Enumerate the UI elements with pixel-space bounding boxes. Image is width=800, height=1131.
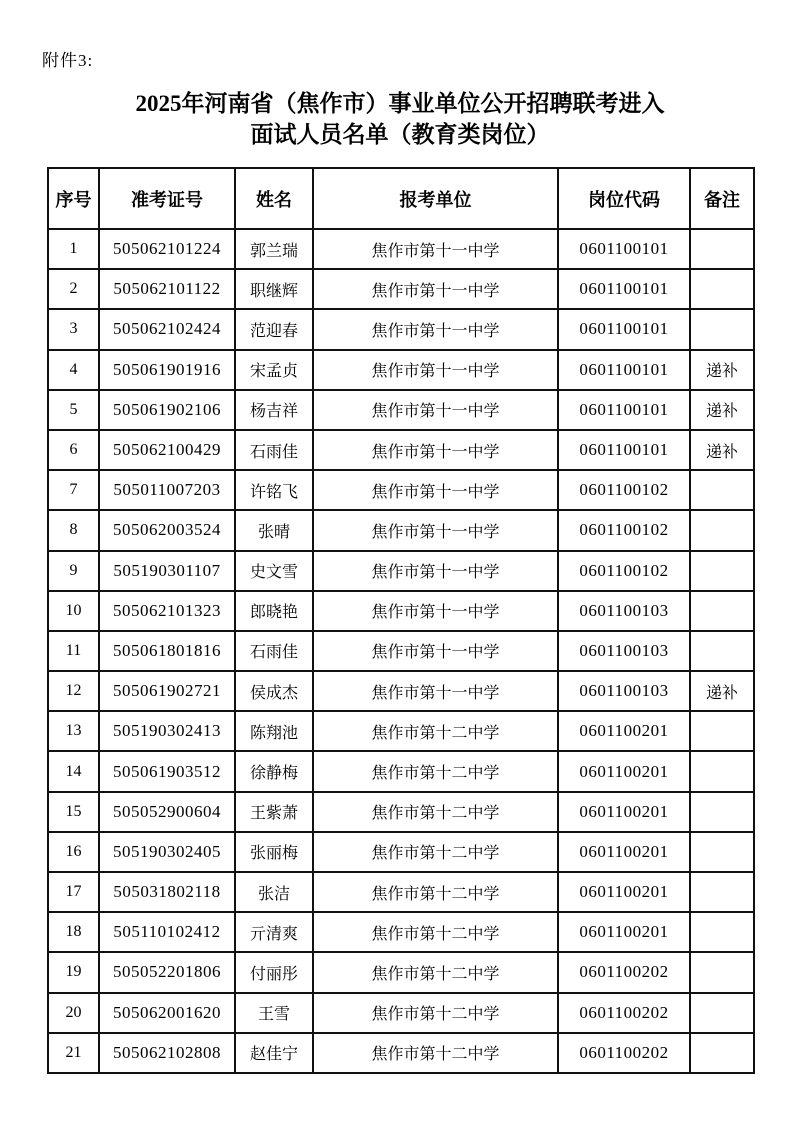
cell-ticket: 505011007203 [99,470,235,510]
cell-unit: 焦作市第十二中学 [313,751,558,791]
cell-seq: 18 [48,912,99,952]
cell-note [690,751,754,791]
cell-seq: 5 [48,390,99,430]
cell-note: 递补 [690,350,754,390]
page-title [0,88,800,150]
table-row [48,631,754,671]
cell-note [690,591,754,631]
column-header-code: 岗位代码 [558,168,690,229]
cell-seq: 10 [48,591,99,631]
cell-note [690,229,754,269]
cell-ticket: 505190302405 [99,832,235,872]
cell-name: 史文雪 [235,551,313,591]
cell-note [690,631,754,671]
cell-seq: 15 [48,792,99,832]
cell-note: 递补 [690,390,754,430]
cell-note [690,792,754,832]
cell-seq: 20 [48,993,99,1033]
cell-name: 杨吉祥 [235,390,313,430]
cell-note [690,711,754,751]
cell-ticket: 505052900604 [99,792,235,832]
cell-name: 亓清爽 [235,912,313,952]
interview-roster-table [47,167,755,1074]
table-row [48,390,754,430]
cell-seq: 3 [48,309,99,349]
table-row [48,832,754,872]
cell-ticket: 505062101122 [99,269,235,309]
cell-ticket: 505062102424 [99,309,235,349]
table-row [48,229,754,269]
page-title-line2: 面试人员名单（教育类岗位） [250,122,550,147]
cell-unit: 焦作市第十一中学 [313,229,558,269]
cell-seq: 6 [48,430,99,470]
column-header-ticket: 准考证号 [99,168,235,229]
cell-ticket: 505031802118 [99,872,235,912]
cell-unit: 焦作市第十二中学 [313,832,558,872]
cell-ticket: 505061903512 [99,751,235,791]
cell-seq: 12 [48,671,99,711]
cell-ticket: 505190301107 [99,551,235,591]
cell-ticket: 505061801816 [99,631,235,671]
cell-code: 0601100201 [558,872,690,912]
cell-unit: 焦作市第十一中学 [313,390,558,430]
table-row [48,430,754,470]
cell-seq: 9 [48,551,99,591]
cell-note [690,872,754,912]
table-row [48,912,754,952]
cell-name: 郎晓艳 [235,591,313,631]
table-row [48,711,754,751]
cell-note [690,912,754,952]
cell-name: 郭兰瑞 [235,229,313,269]
cell-ticket: 505062001620 [99,993,235,1033]
cell-seq: 7 [48,470,99,510]
cell-ticket: 505052201806 [99,952,235,992]
cell-name: 职继辉 [235,269,313,309]
cell-unit: 焦作市第十二中学 [313,912,558,952]
cell-name: 陈翔池 [235,711,313,751]
cell-code: 0601100101 [558,229,690,269]
column-header-name: 姓名 [235,168,313,229]
cell-name: 王紫萧 [235,792,313,832]
table-row [48,309,754,349]
cell-code: 0601100101 [558,390,690,430]
cell-ticket: 505062101224 [99,229,235,269]
cell-code: 0601100101 [558,350,690,390]
cell-name: 石雨佳 [235,631,313,671]
cell-note [690,510,754,550]
cell-note [690,1033,754,1073]
cell-code: 0601100201 [558,751,690,791]
table-row [48,350,754,390]
cell-note [690,269,754,309]
cell-code: 0601100201 [558,912,690,952]
table-row [48,671,754,711]
cell-ticket: 505110102412 [99,912,235,952]
cell-name: 徐静梅 [235,751,313,791]
cell-code: 0601100202 [558,993,690,1033]
table-body [48,229,754,1073]
cell-code: 0601100202 [558,952,690,992]
cell-unit: 焦作市第十一中学 [313,309,558,349]
cell-name: 付丽彤 [235,952,313,992]
table-row [48,792,754,832]
cell-name: 赵佳宁 [235,1033,313,1073]
cell-seq: 1 [48,229,99,269]
cell-note [690,952,754,992]
cell-unit: 焦作市第十二中学 [313,993,558,1033]
cell-ticket: 505190302413 [99,711,235,751]
cell-seq: 4 [48,350,99,390]
cell-unit: 焦作市第十一中学 [313,551,558,591]
cell-code: 0601100103 [558,591,690,631]
cell-name: 张丽梅 [235,832,313,872]
table-header-row [48,168,754,229]
cell-code: 0601100101 [558,430,690,470]
cell-unit: 焦作市第十一中学 [313,510,558,550]
cell-note: 递补 [690,430,754,470]
table-row [48,510,754,550]
table-row [48,872,754,912]
table-row [48,269,754,309]
cell-name: 王雪 [235,993,313,1033]
column-header-unit: 报考单位 [313,168,558,229]
cell-code: 0601100103 [558,631,690,671]
cell-ticket: 505062102808 [99,1033,235,1073]
cell-unit: 焦作市第十一中学 [313,470,558,510]
cell-unit: 焦作市第十一中学 [313,350,558,390]
cell-ticket: 505061902721 [99,671,235,711]
cell-code: 0601100101 [558,269,690,309]
cell-seq: 17 [48,872,99,912]
cell-code: 0601100201 [558,832,690,872]
cell-name: 宋孟贞 [235,350,313,390]
cell-seq: 11 [48,631,99,671]
cell-code: 0601100101 [558,309,690,349]
cell-unit: 焦作市第十一中学 [313,671,558,711]
cell-name: 许铭飞 [235,470,313,510]
cell-unit: 焦作市第十二中学 [313,952,558,992]
cell-ticket: 505061901916 [99,350,235,390]
column-header-seq: 序号 [48,168,99,229]
table-row [48,551,754,591]
cell-name: 侯成杰 [235,671,313,711]
table-row [48,1033,754,1073]
column-header-note: 备注 [690,168,754,229]
table-row [48,993,754,1033]
table-row [48,751,754,791]
cell-note [690,470,754,510]
cell-unit: 焦作市第十二中学 [313,792,558,832]
attachment-label: 附件3: [42,51,94,70]
cell-unit: 焦作市第十二中学 [313,1033,558,1073]
cell-unit: 焦作市第十二中学 [313,872,558,912]
cell-note [690,832,754,872]
cell-ticket: 505061902106 [99,390,235,430]
cell-unit: 焦作市第十一中学 [313,430,558,470]
cell-seq: 14 [48,751,99,791]
cell-seq: 2 [48,269,99,309]
cell-unit: 焦作市第十一中学 [313,631,558,671]
cell-seq: 8 [48,510,99,550]
cell-ticket: 505062003524 [99,510,235,550]
table-row [48,470,754,510]
cell-code: 0601100102 [558,551,690,591]
cell-code: 0601100202 [558,1033,690,1073]
cell-code: 0601100102 [558,470,690,510]
cell-ticket: 505062101323 [99,591,235,631]
cell-ticket: 505062100429 [99,430,235,470]
cell-seq: 19 [48,952,99,992]
cell-name: 石雨佳 [235,430,313,470]
cell-seq: 13 [48,711,99,751]
cell-unit: 焦作市第十二中学 [313,711,558,751]
cell-note [690,551,754,591]
cell-name: 张晴 [235,510,313,550]
cell-code: 0601100201 [558,711,690,751]
cell-name: 张洁 [235,872,313,912]
cell-code: 0601100103 [558,671,690,711]
table-row [48,591,754,631]
cell-note: 递补 [690,671,754,711]
cell-seq: 16 [48,832,99,872]
cell-name: 范迎春 [235,309,313,349]
table-row [48,952,754,992]
cell-seq: 21 [48,1033,99,1073]
cell-unit: 焦作市第十一中学 [313,269,558,309]
cell-note [690,309,754,349]
cell-code: 0601100201 [558,792,690,832]
cell-code: 0601100102 [558,510,690,550]
cell-unit: 焦作市第十一中学 [313,591,558,631]
cell-note [690,993,754,1033]
page-title-line1: 2025年河南省（焦作市）事业单位公开招聘联考进入 [135,91,665,116]
